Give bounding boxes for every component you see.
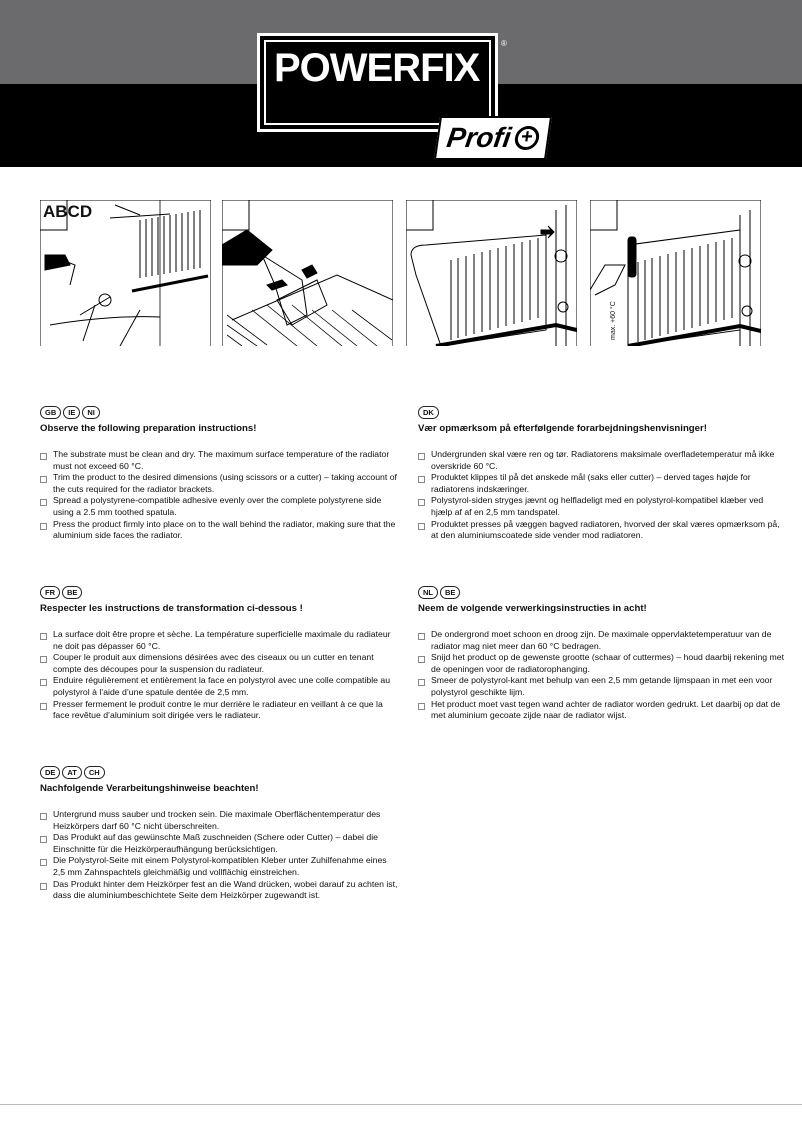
logo-sub-brand: Profi — [444, 122, 514, 153]
list-item: Couper le produit aux dimensions désirées avec des ciseaux ou un cutter en tenant compte des découpes pour la suspension du radiateur. — [40, 652, 400, 675]
section-fr — [40, 586, 400, 752]
list-item: Spread a polystyrene-compatible adhesive evenly over the complete polystyrene side using a 2.5 mm toothed spatula. — [40, 495, 400, 518]
bullet-icon — [40, 523, 47, 530]
bullet-icon — [418, 476, 425, 483]
profi-badge — [434, 116, 552, 160]
bullet-icon — [418, 453, 425, 460]
list-item: Snijd het product op de gewenste grootte (schaar of cuttermes) – houd daarbij rekening met de openingen voor de radiatorophanging. — [418, 652, 784, 675]
panel-label: ABCD — [43, 202, 93, 221]
illustration-fit-behind-radiator — [406, 200, 577, 346]
section-heading: Neem de volgende verwerkingsinstructies in acht! — [418, 603, 647, 614]
list-item: Das Produkt hinter dem Heizkörper fest an die Wand drücken, wobei darauf zu achten ist, dass die aluminiumbeschichtete Seite dem Heizkörper zugewandt ist. — [40, 879, 400, 902]
section-heading: Vær opmærksom på efterfølgende forarbejdningshenvisninger! — [418, 423, 707, 434]
bullet-icon — [418, 523, 425, 530]
bullet-icon — [40, 656, 47, 663]
bullet-icon — [418, 499, 425, 506]
thermometer-icon — [628, 237, 636, 277]
list-item: Das Produkt auf das gewünschte Maß zuschneiden (Schere oder Cutter) – dabei die Einschnitte für die Heizkörperaufhängung berücksichtigen. — [40, 832, 400, 855]
bullet-icon — [40, 703, 47, 710]
bullet-icon — [40, 883, 47, 890]
bullet-icon — [40, 859, 47, 866]
country-badge: BE — [440, 586, 460, 599]
bullet-icon — [418, 633, 425, 640]
list-item: Polystyrol-siden stryges jævnt og helfladeligt med en polystyrol-kompatibel klæber ved hjælp af af en 2,5 mm tandspatel. — [418, 495, 784, 518]
registered-mark: ® — [501, 39, 507, 48]
illustration-cut — [40, 200, 211, 346]
country-badge: IE — [63, 406, 80, 419]
bullet-icon — [40, 499, 47, 506]
illustration-check-temperature — [590, 200, 761, 346]
powerfix-logo — [257, 33, 557, 153]
plus-icon: + — [513, 126, 540, 150]
bullet-icon — [418, 679, 425, 686]
list-item: Produktet presses på væggen bagved radiatoren, hvorved der skal væres opmærksom på, at den aluminiumscoatede side vender mod radiatoren. — [418, 519, 784, 542]
bullet-icon — [40, 813, 47, 820]
illustration-spread-adhesive — [222, 200, 393, 346]
list-item: Smeer de polystyrol-kant met behulp van een 2,5 mm getande lijmspaan in met een voor polystyrol geschikte lijm. — [418, 675, 784, 698]
section-heading: Observe the following preparation instructions! — [40, 423, 257, 434]
section-nl — [418, 586, 784, 752]
section-en — [40, 406, 400, 572]
section-heading: Respecter les instructions de transformation ci-dessous ! — [40, 603, 303, 614]
country-badge: DK — [418, 406, 439, 419]
section-dk — [418, 406, 784, 572]
country-badge: NI — [82, 406, 100, 419]
list-item: La surface doit être propre et sèche. La température superficielle maximale du radiateur ne doit pas dépasser 60 °C. — [40, 629, 400, 652]
temperature-note: max. +60 °C — [610, 301, 617, 340]
footer-divider — [0, 1104, 802, 1105]
left-column — [40, 406, 400, 932]
section-de — [40, 766, 400, 932]
list-item: Trim the product to the desired dimensions (using scissors or a cutter) – taking account of the cuts required for the radiator brackets. — [40, 472, 400, 495]
list-item: Undergrunden skal være ren og tør. Radiatorens maksimale overfladetemperatur må ikke overskride 60 °C. — [418, 449, 784, 472]
bullet-icon — [40, 836, 47, 843]
radiator-icon — [638, 238, 732, 342]
country-badge: GB — [40, 406, 61, 419]
right-column — [418, 406, 784, 752]
country-badge: NL — [418, 586, 438, 599]
bullet-icon — [40, 476, 47, 483]
list-item: Presser fermement le produit contre le mur derrière le radiateur en veillant à ce que la face revêtue d’aluminium soit dirigée vers le radiateur. — [40, 699, 400, 722]
list-item: Die Polystyrol-Seite mit einem Polystyrol-kompatiblen Kleber unter Zuhilfenahme eines 2,5 mm Zahnspachtels gleichmäßig und vollflächig einstreichen. — [40, 855, 400, 878]
list-item: The substrate must be clean and dry. The maximum surface temperature of the radiator must not exceed 60 °C. — [40, 449, 400, 472]
list-item: De ondergrond moet schoon en droog zijn. De maximale oppervlaktetemperatuur van de radiator mag niet meer dan 60 °C bedragen. — [418, 629, 784, 652]
list-item: Untergrund muss sauber und trocken sein. Die maximale Oberflächentemperatur des Heizkörpers darf 60 °C nicht überschreiten. — [40, 809, 400, 832]
bullet-icon — [418, 703, 425, 710]
country-badge: CH — [84, 766, 105, 779]
list-item: Produktet klippes til på det ønskede mål (saks eller cutter) – derved tages højde for radiatorens indskæringer. — [418, 472, 784, 495]
country-badge: AT — [62, 766, 81, 779]
bullet-icon — [40, 633, 47, 640]
list-item: Het product moet vast tegen wand achter de radiator worden gedrukt. Let daarbij op dat de met aluminium gecoate zijde naar de radiator wijst. — [418, 699, 784, 722]
country-badge: BE — [62, 586, 82, 599]
logo-brand: POWERFIX — [274, 46, 480, 90]
bullet-icon — [418, 656, 425, 663]
list-item: Enduire régulièrement et entièrement la face en polystyrol avec une colle compatible au polystyrol à l’aide d’une spatule dentée de 2,5 mm. — [40, 675, 400, 698]
list-item: Press the product firmly into place on to the wall behind the radiator, making sure that the aluminium side faces the radiator. — [40, 519, 400, 542]
country-badge: DE — [40, 766, 60, 779]
country-badge: FR — [40, 586, 60, 599]
section-heading: Nachfolgende Verarbeitungshinweise beachten! — [40, 783, 259, 794]
bullet-icon — [40, 679, 47, 686]
radiator-icon — [451, 238, 538, 340]
radiator-icon — [140, 210, 200, 278]
bullet-icon — [40, 453, 47, 460]
